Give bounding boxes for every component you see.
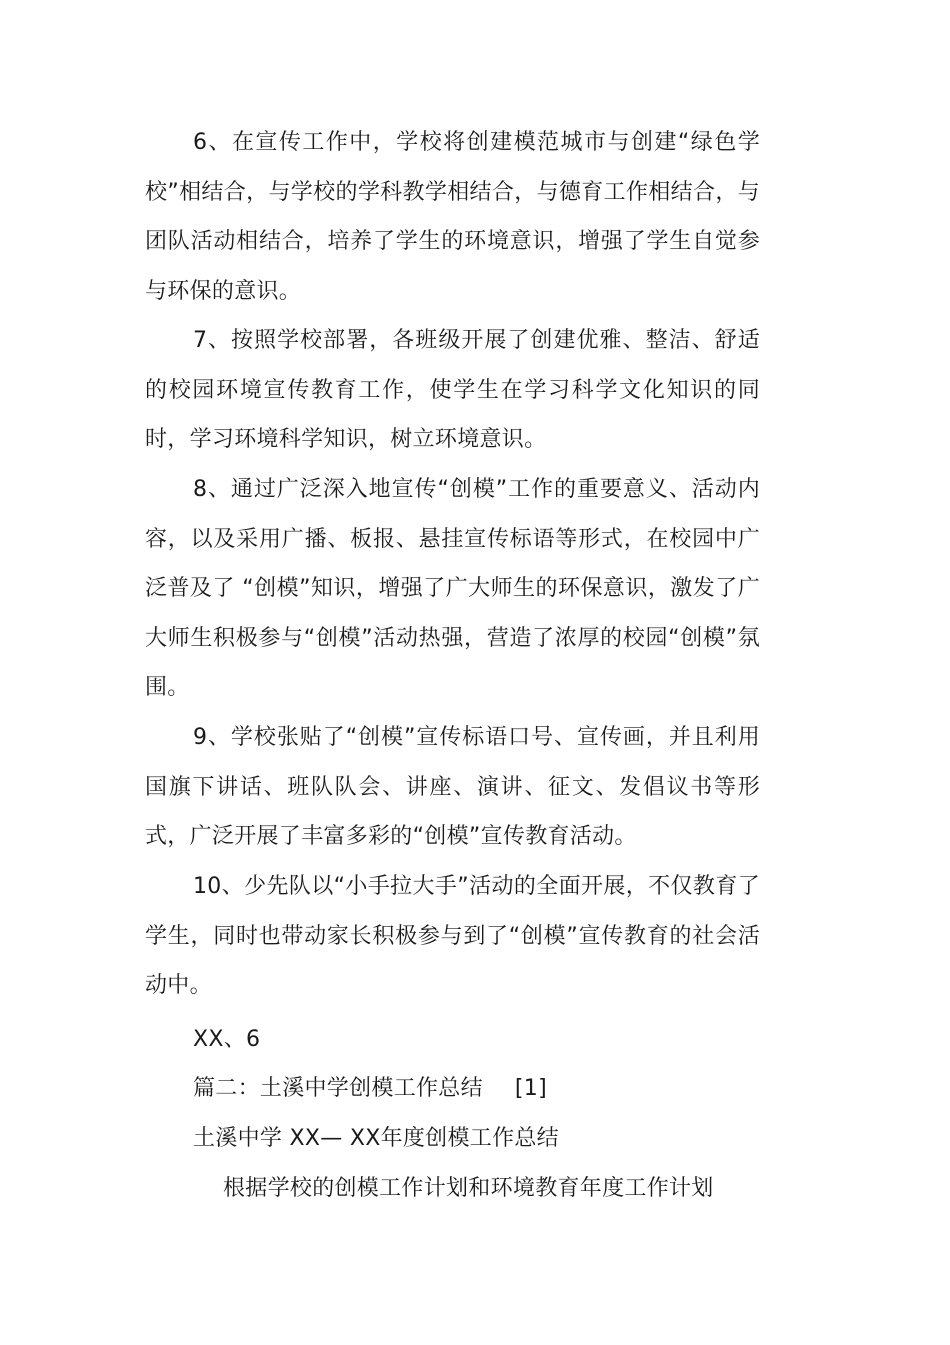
- paragraph-8: 8、通过广泛深入地宣传“创模”工作的重要意义、活动内容，以及采用广播、板报、悬挂宣传标语等形式，在校园中广泛普及了 “创模”知识，增强了广大师生的环保意识，激发了广大师生积极参与“创模”活动热强，营造了浓厚的校园“创模”氛围。: [145, 477, 760, 701]
- report-subtitle: 土溪中学 XX— XX年度创模工作总结: [193, 1126, 559, 1151]
- paragraph-6: 6、在宣传工作中，学校将创建模范城市与创建“绿色学校”相结合，与学校的学科教学相结合，与德育工作相结合，与团队活动相结合，培养了学生的环境意识，增强了学生自觉参与环保的意识。: [145, 130, 760, 304]
- paragraph-10: 10、少先队以“小手拉大手”活动的全面开展，不仅教育了学生，同时也带动家长积极参与到了“创模”宣传教育的社会活动中。: [145, 874, 760, 999]
- section-reference: [1]: [514, 1076, 547, 1101]
- date-line: XX、6: [193, 1027, 261, 1052]
- opening-line: 根据学校的创模工作计划和环境教育年度工作计划: [223, 1176, 714, 1201]
- paragraph-9: 9、学校张贴了“创模”宣传标语口号、宣传画，并且利用国旗下讲话、班队队会、讲座、演讲、征文、发倡议书等形式，广泛开展了丰富多彩的“创模”宣传教育活动。: [145, 725, 760, 850]
- paragraph-7: 7、按照学校部署，各班级开展了创建优雅、整洁、舒适的校园环境宣传教育工作，使学生在学习科学文化知识的同时，学习环境科学知识，树立环境意识。: [145, 328, 760, 453]
- section-title-text: 篇二：土溪中学创模工作总结: [193, 1076, 483, 1101]
- section-title: [193, 1074, 547, 1104]
